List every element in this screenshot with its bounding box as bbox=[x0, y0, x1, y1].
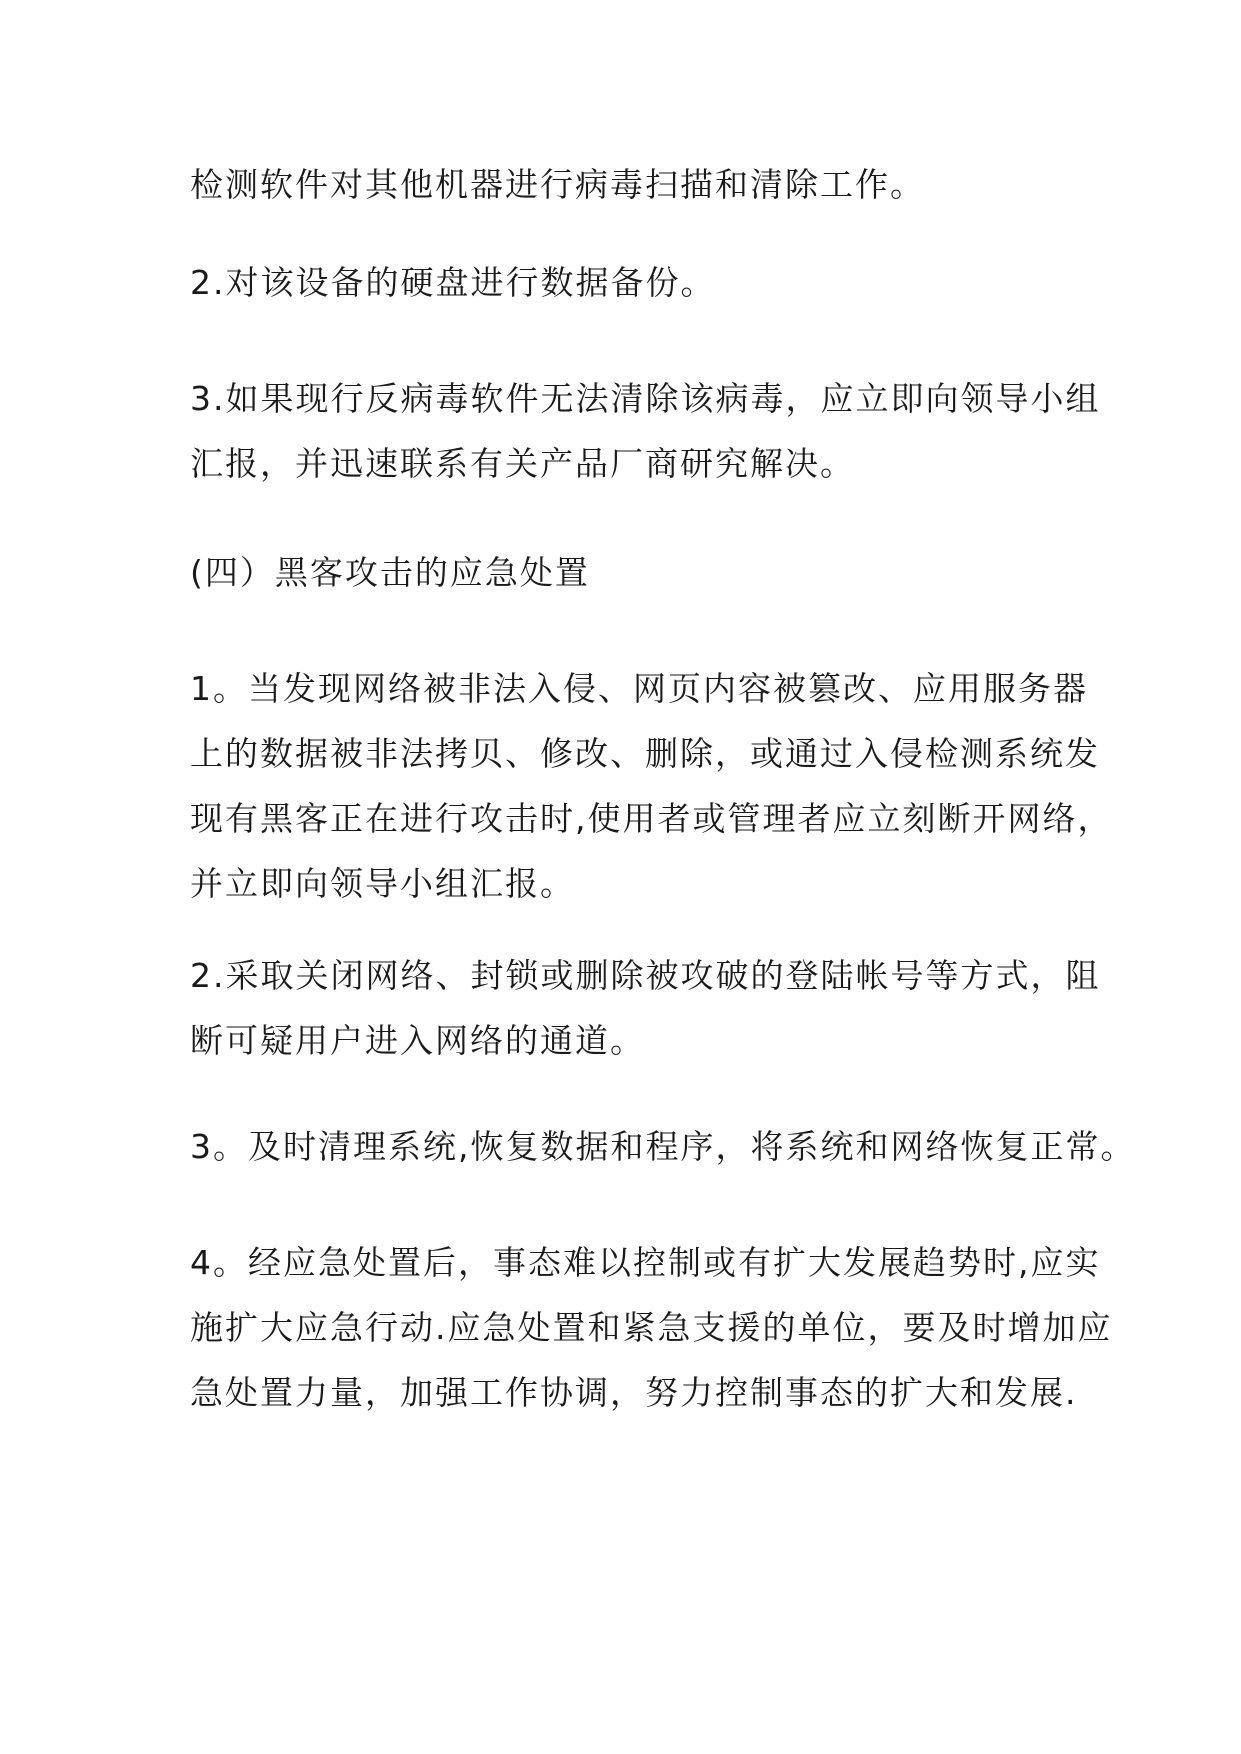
text-line: 检测软件对其他机器进行病毒扫描和清除工作。 bbox=[190, 165, 925, 204]
text-line: 现有黑客正在进行攻击时,使用者或管理者应立刻断开网络， bbox=[190, 799, 1113, 838]
text-line: 上的数据被非法拷贝、修改、删除，或通过入侵检测系统发 bbox=[190, 734, 1100, 773]
paragraph-report-vendor bbox=[190, 366, 1101, 496]
paragraph-disconnect-network bbox=[190, 656, 1113, 916]
text-line: 汇报，并迅速联系有关产品厂商研究解决。 bbox=[190, 444, 855, 483]
text-line: 3。及时清理系统,恢复数据和程序，将系统和网络恢复正常。 bbox=[190, 1127, 1136, 1166]
text-line: 2.对该设备的硬盘进行数据备份。 bbox=[190, 263, 716, 302]
text-line: (四）黑客攻击的应急处置 bbox=[190, 553, 590, 592]
paragraph-restore-system bbox=[190, 1114, 1136, 1179]
section-heading-hacker-attack bbox=[190, 540, 1060, 605]
paragraph-virus-scan bbox=[190, 152, 1060, 217]
paragraph-expand-response bbox=[190, 1230, 1113, 1425]
text-line: 施扩大应急行动.应急处置和紧急支援的单位，要及时增加应 bbox=[190, 1308, 1113, 1347]
text-line: 急处置力量，加强工作协调，努力控制事态的扩大和发展. bbox=[190, 1373, 1078, 1412]
text-line: 1。当发现网络被非法入侵、网页内容被篡改、应用服务器 bbox=[190, 669, 1088, 708]
text-line: 并立即向领导小组汇报。 bbox=[190, 864, 575, 903]
paragraph-disk-backup bbox=[190, 250, 1060, 315]
text-line: 断可疑用户进入网络的通道。 bbox=[190, 1021, 645, 1060]
text-line: 3.如果现行反病毒软件无法清除该病毒，应立即向领导小组 bbox=[190, 379, 1101, 418]
text-line: 4。经应急处置后，事态难以控制或有扩大发展趋势时,应实 bbox=[190, 1243, 1101, 1282]
paragraph-block-accounts bbox=[190, 943, 1101, 1073]
text-line: 2.采取关闭网络、封锁或删除被攻破的登陆帐号等方式，阻 bbox=[190, 956, 1101, 995]
